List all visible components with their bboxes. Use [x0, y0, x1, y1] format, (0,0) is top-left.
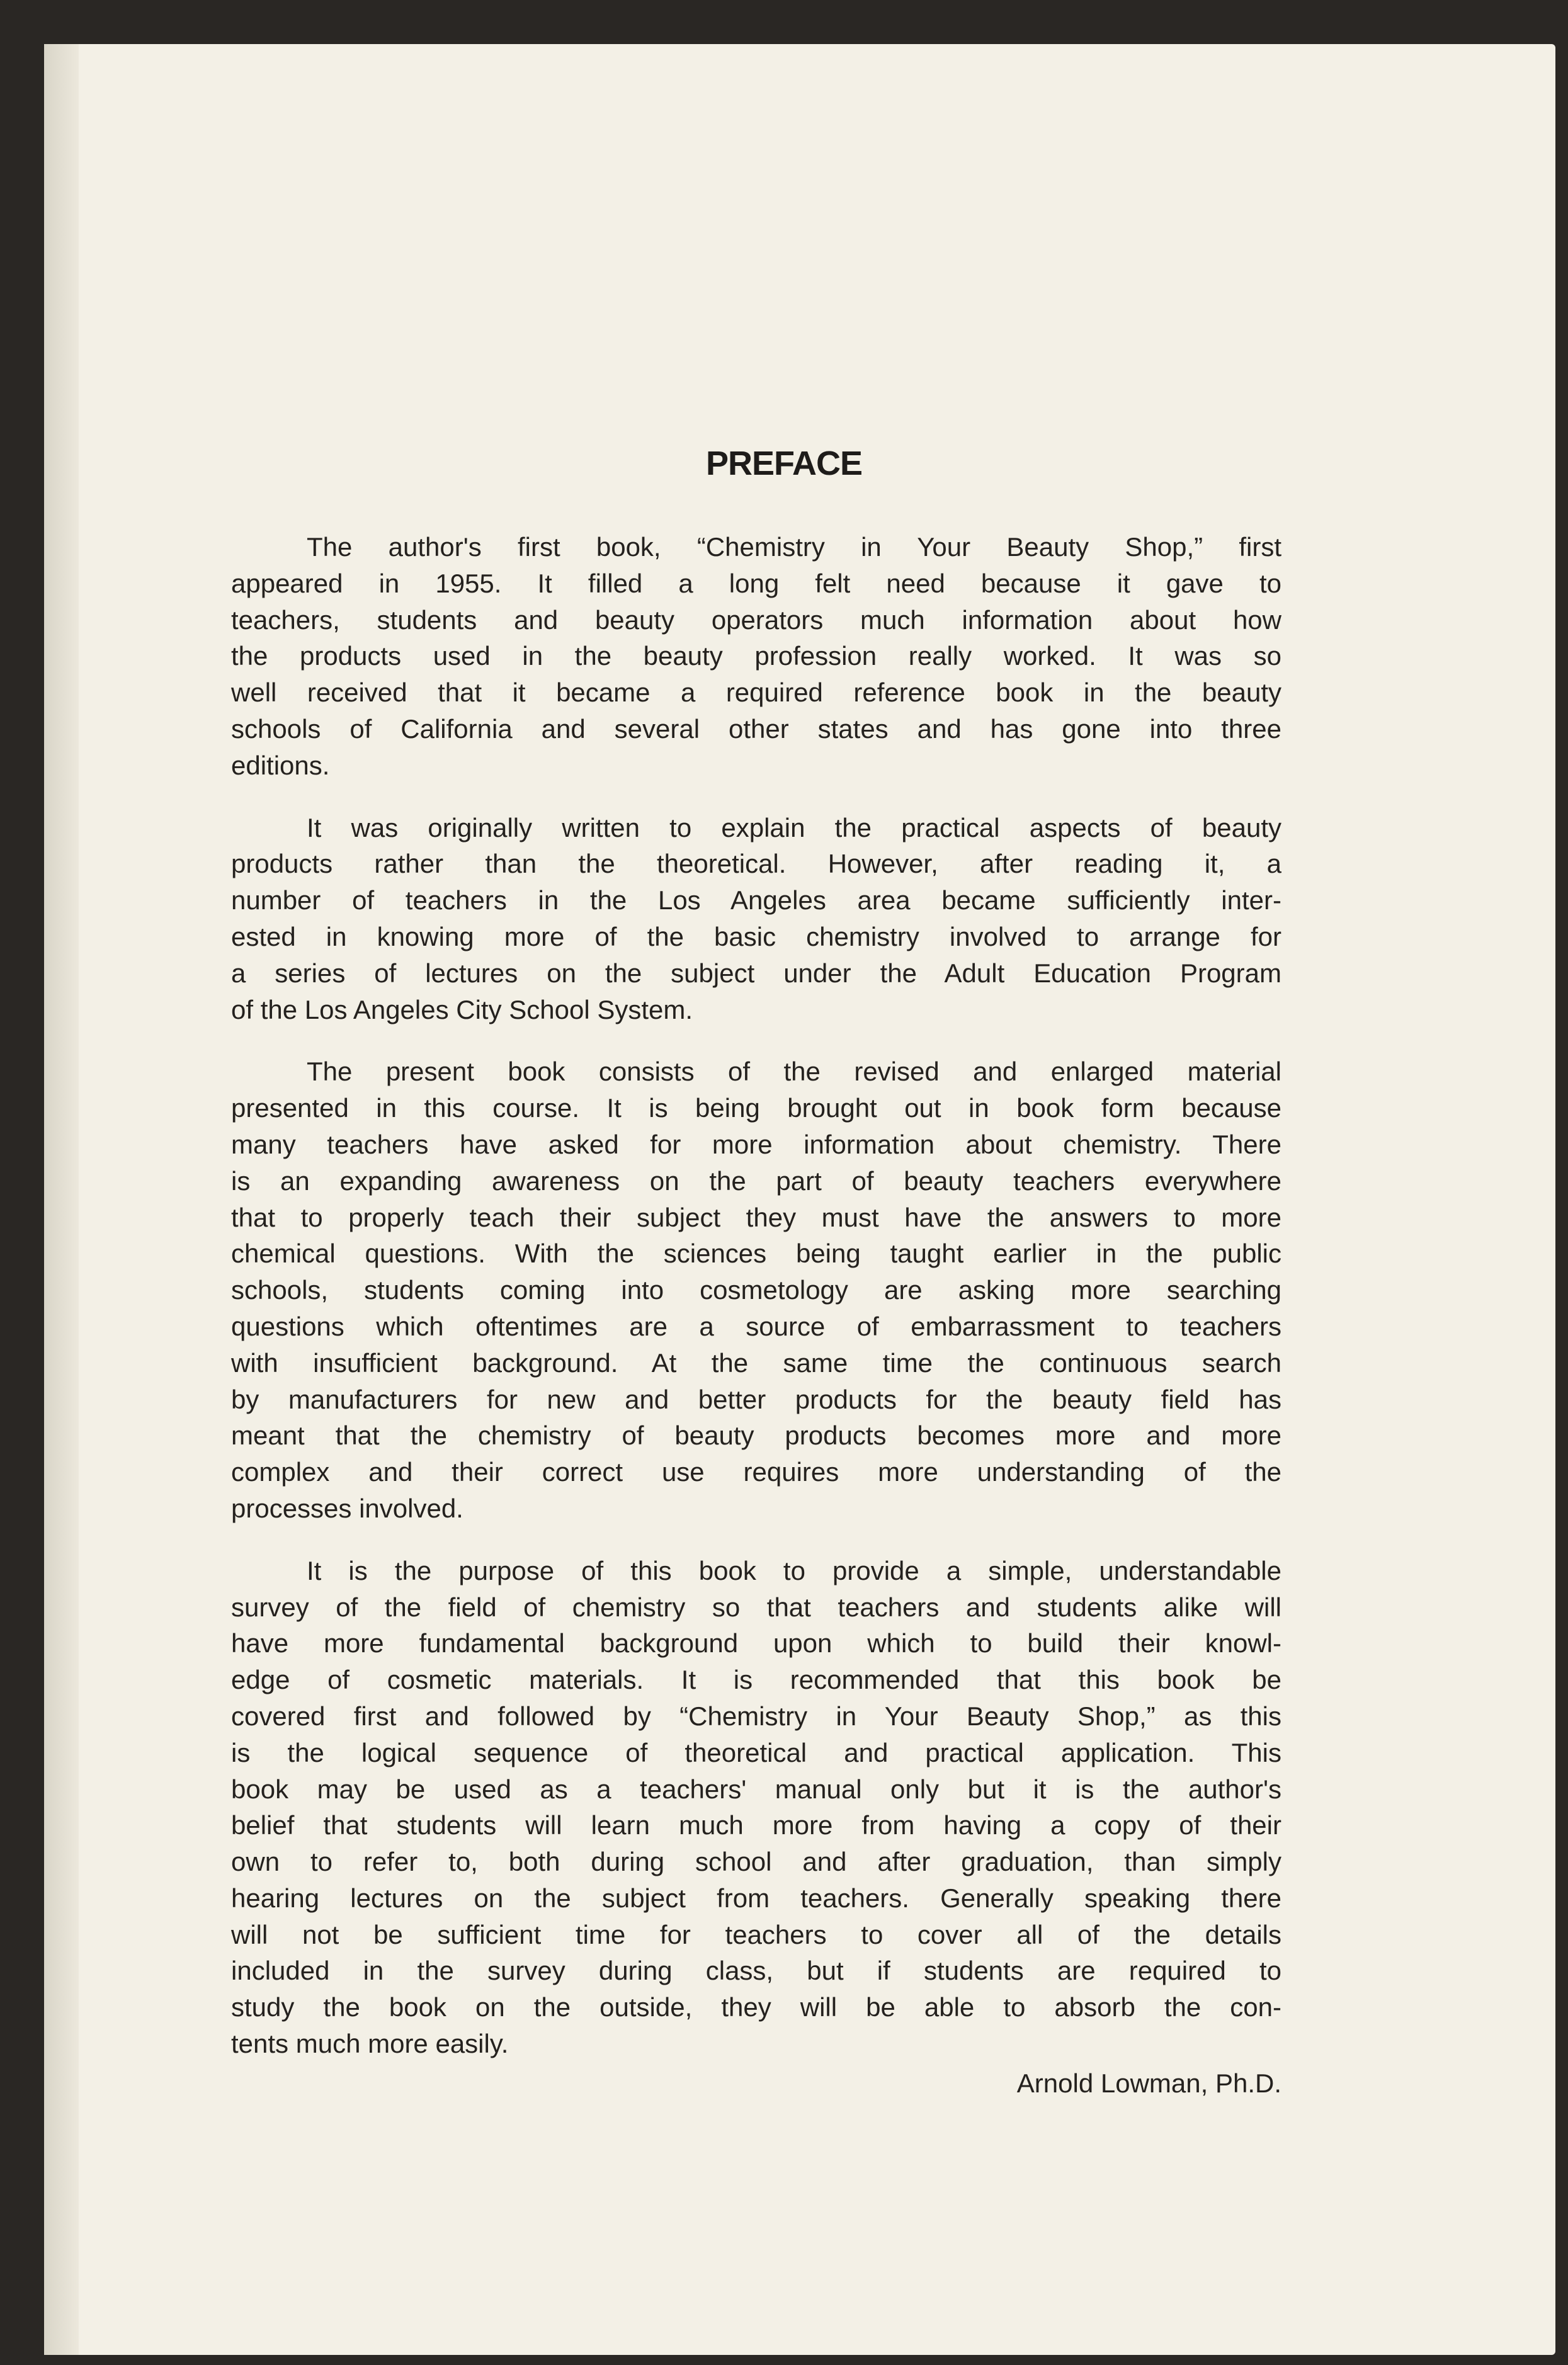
text-line: with insufficient background. At the same time the continuous search	[231, 1347, 1281, 1378]
text-line: well received that it became a required reference book in the beauty	[231, 678, 1281, 708]
paragraph	[231, 810, 1281, 1028]
text-line: products rather than the theoretical. However, after reading it, a	[231, 849, 1281, 879]
text-line: number of teachers in the Los Angeles area became sufficiently inter-	[231, 885, 1281, 916]
text-line: own to refer to, both during school and after graduation, than simply	[231, 1847, 1281, 1877]
text-line: is an expanding awareness on the part of beauty teachers everywhere	[231, 1165, 1281, 1196]
text-line: is the logical sequence of theoretical and practical application. This	[231, 1737, 1281, 1767]
text-line: have more fundamental background upon which to build their knowl-	[231, 1628, 1281, 1659]
text-line: processes involved.	[231, 1493, 463, 1523]
text-line: questions which oftentimes are a source of embarrassment to teachers	[231, 1311, 1281, 1341]
text-line: teachers, students and beauty operators much information about how	[231, 604, 1281, 635]
text-line: complex and their correct use requires more understanding of the	[231, 1457, 1281, 1487]
page-title: PREFACE	[705, 445, 863, 482]
text-line: many teachers have asked for more information about chemistry. There	[231, 1129, 1281, 1159]
preface-body	[231, 529, 1281, 2088]
author-signature: Arnold Lowman, Ph.D.	[1016, 2068, 1281, 2098]
text-line: study the book on the outside, they will be able to absorb the con-	[231, 1992, 1281, 2022]
text-line: will not be sufficient time for teachers to cover all of the details	[231, 1919, 1281, 1949]
text-line: belief that students will learn much more from having a copy of their	[231, 1810, 1281, 1840]
text-line: schools of California and several other states and has gone into three	[231, 713, 1281, 744]
page-gutter	[44, 44, 79, 2355]
text-line: It is the purpose of this book to provide a simple, understandable	[307, 1555, 1281, 1585]
text-line: meant that the chemistry of beauty products becomes more and more	[231, 1421, 1281, 1451]
text-line: presented in this course. It is being brought out in book form because	[231, 1093, 1281, 1123]
text-line: chemical questions. With the sciences being taught earlier in the public	[231, 1239, 1281, 1269]
text-line: of the Los Angeles City School System.	[231, 994, 693, 1024]
text-line: schools, students coming into cosmetology are asking more searching	[231, 1275, 1281, 1305]
text-line: by manufacturers for new and better products for the beauty field has	[231, 1384, 1281, 1414]
text-line: covered first and followed by “Chemistry in Your Beauty Shop,” as this	[231, 1701, 1281, 1731]
text-line: hearing lectures on the subject from teachers. Generally speaking there	[231, 1883, 1281, 1913]
text-line: the products used in the beauty profession really worked. It was so	[231, 641, 1281, 671]
paragraph	[231, 1553, 1281, 2062]
text-line: a series of lectures on the subject under the Adult Education Program	[231, 958, 1281, 988]
text-line: appeared in 1955. It filled a long felt need because it gave to	[231, 568, 1281, 598]
text-line: It was originally written to explain the practical aspects of beauty	[307, 812, 1281, 842]
text-line: book may be used as a teachers' manual only but it is the author's	[231, 1774, 1281, 1804]
text-line: survey of the field of chemistry so that teachers and students alike will	[231, 1592, 1281, 1622]
text-line: tents much more easily.	[231, 2029, 509, 2059]
text-line: edge of cosmetic materials. It is recommended that this book be	[231, 1665, 1281, 1695]
text-line: editions.	[231, 750, 330, 780]
text-line: included in the survey during class, but if students are required to	[231, 1956, 1281, 1986]
text-line: The author's first book, “Chemistry in Your Beauty Shop,” first	[307, 532, 1281, 562]
text-line: The present book consists of the revised and enlarged material	[307, 1057, 1281, 1087]
paragraph	[231, 529, 1281, 784]
text-line: ested in knowing more of the basic chemistry involved to arrange for	[231, 921, 1281, 951]
text-line: that to properly teach their subject they must have the answers to more	[231, 1202, 1281, 1232]
paragraph	[231, 1053, 1281, 1526]
